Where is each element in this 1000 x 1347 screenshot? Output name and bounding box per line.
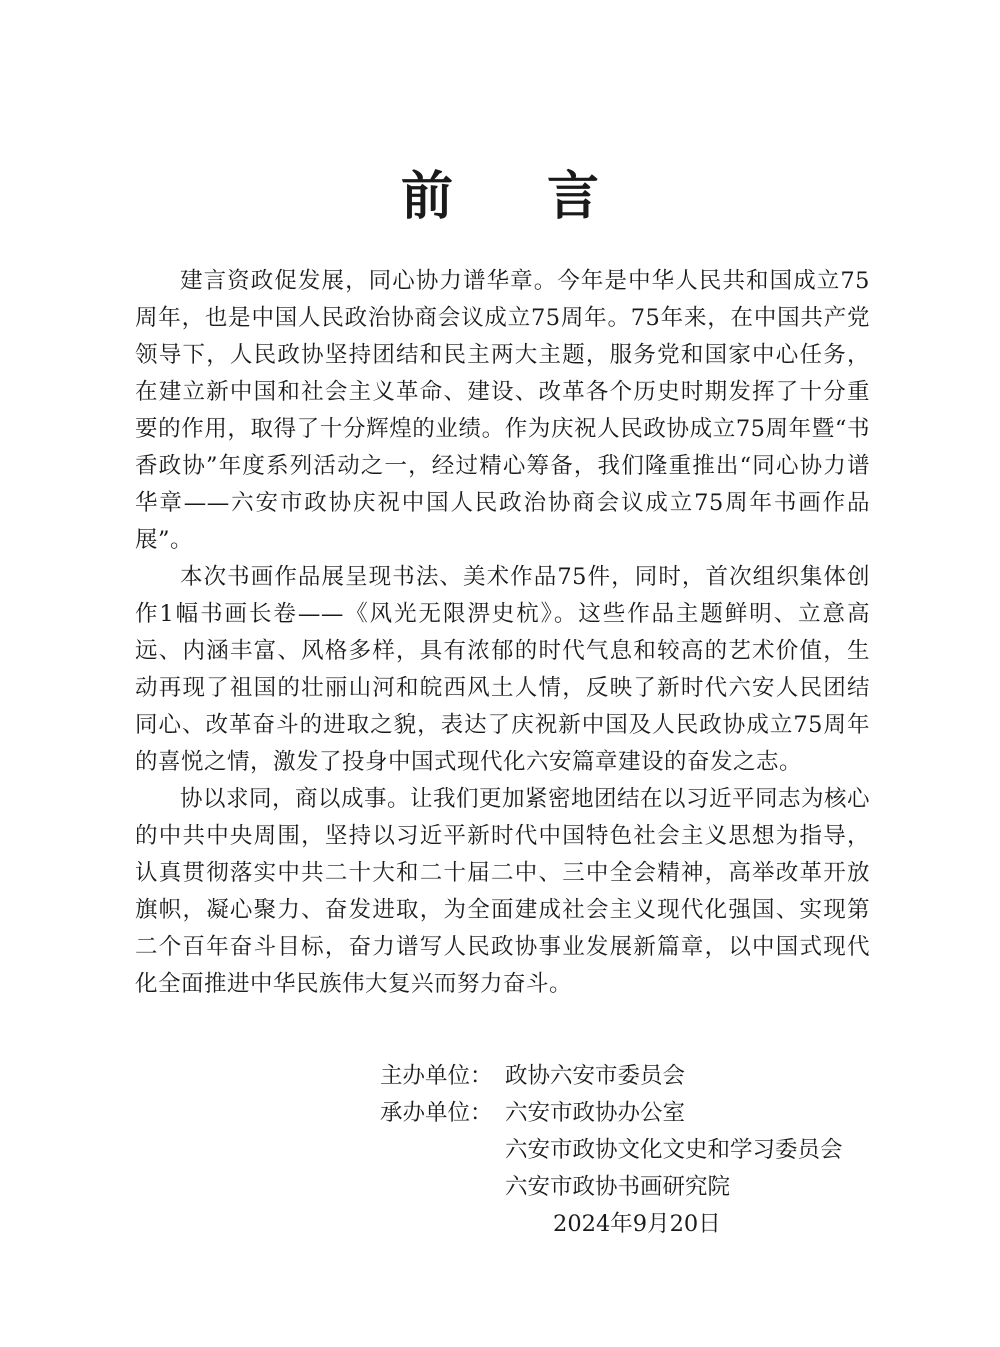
host-label: 主办单位：: [380, 1063, 493, 1089]
signature-date: 2024年9月20日: [553, 1211, 721, 1237]
paragraph: 建言资政促发展，同心协力谱华章。今年是中华人民共和国成立75周年，也是中国人民政治协商会议成立75周年。75年来，在中国共产党领导下，人民政协坚持团结和民主两大主题，服务党和国家中心任务，在建立新中国和社会主义革命、建设、改革各个历史时期发挥了十分重要的作用，取得了十分辉煌的业绩。作为庆祝人民政协成立75周年暨“书香政协”年度系列活动之一，经过精心筹备，我们隆重推出“同心协力谱华章——六安市政协庆祝中国人民政治协商会议成立75周年书画作品展”。: [135, 268, 870, 553]
paragraph: 本次书画作品展呈现书法、美术作品75件，同时，首次组织集体创作1幅书画长卷——《风光无限淠史杭》。这些作品主题鲜明、立意高远、内涵丰富、风格多样，具有浓郁的时代气息和较高的艺术价值，生动再现了祖国的壮丽山河和皖西风土人情，反映了新时代六安人民团结同心、改革奋斗的进取之貌，表达了庆祝新中国及人民政协成立75周年的喜悦之情，激发了投身中国式现代化六安篇章建设的奋发之志。: [135, 564, 870, 775]
host-row: [380, 1058, 900, 1095]
organizer-row: [380, 1095, 900, 1132]
organizer-name: 六安市政协文化文史和学习委员会: [505, 1137, 843, 1163]
organizer-name: 六安市政协书画研究院: [505, 1174, 731, 1200]
page-title: 前 言: [400, 166, 638, 227]
organizer-label: 承办单位：: [380, 1100, 493, 1126]
paragraph: 协以求同，商以成事。让我们更加紧密地团结在以习近平同志为核心的中共中央周围，坚持以习近平新时代中国特色社会主义思想为指导，认真贯彻落实中共二十大和二十届二中、三中全会精神，高举改革开放旗帜，凝心聚力、奋发进取，为全面建成社会主义现代化强国、实现第二个百年奋斗目标，奋力谱写人民政协事业发展新篇章，以中国式现代化全面推进中华民族伟大复兴而努力奋斗。: [135, 786, 871, 997]
host-name: 政协六安市委员会: [505, 1063, 686, 1089]
signature-block: [380, 1058, 900, 1243]
organizer-name: 六安市政协办公室: [505, 1100, 686, 1126]
preface-body: [135, 263, 870, 1003]
